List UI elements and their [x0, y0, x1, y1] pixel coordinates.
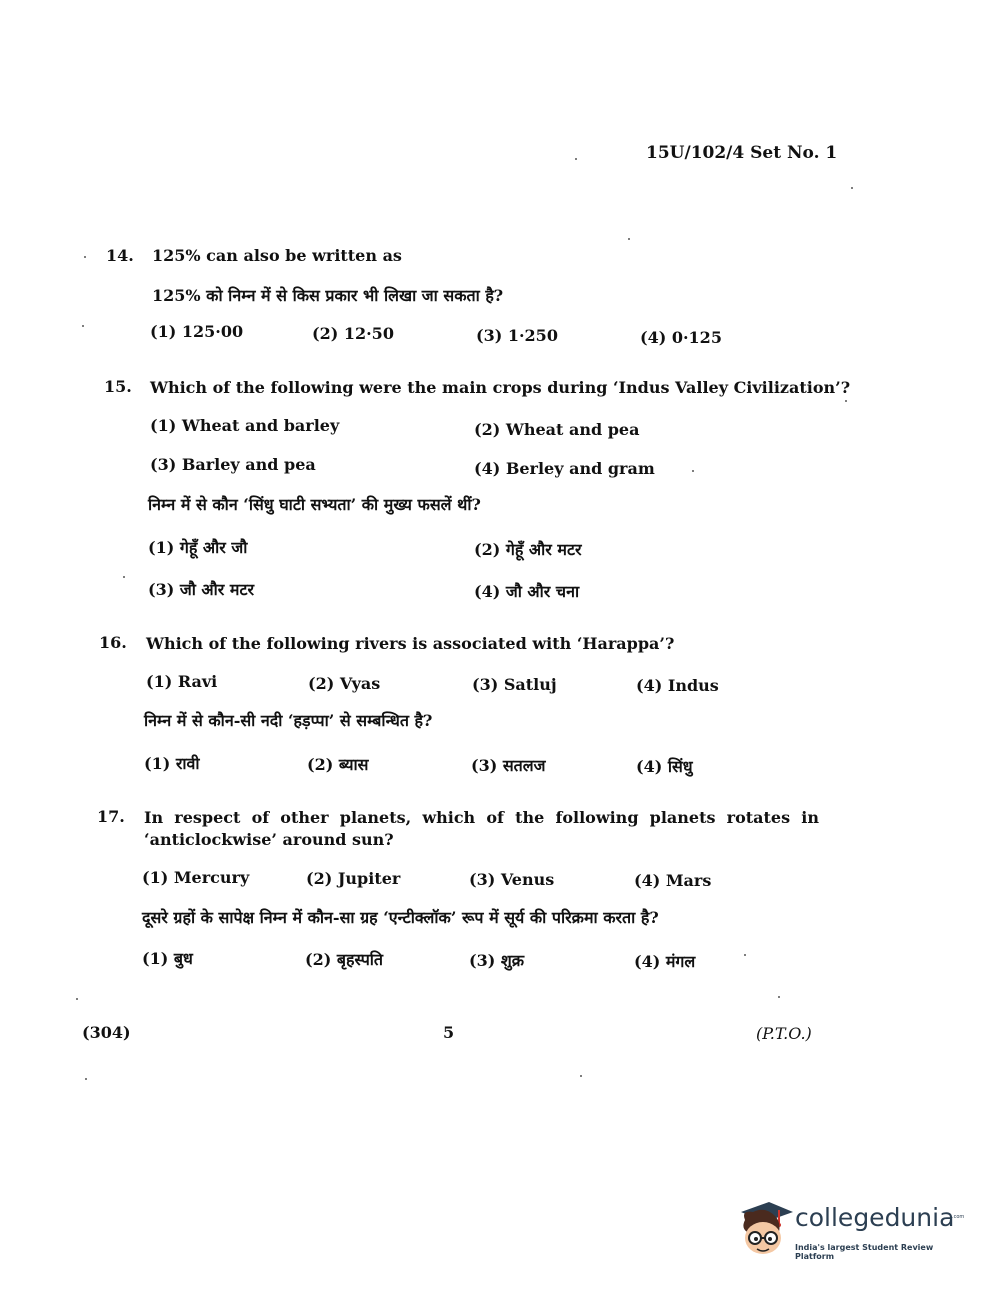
- question-text-en: In respect of other planets, which of the following planets rotates in ‘anticlockwise’ around sun?: [144, 808, 819, 849]
- option: (4) सिंधु: [636, 757, 693, 776]
- option: (2) बृहस्पति: [305, 950, 384, 969]
- scan-speck: [692, 470, 694, 472]
- scan-speck: [628, 238, 630, 240]
- option: (1) रावी: [144, 754, 200, 773]
- page-number: 5: [443, 1023, 455, 1042]
- collegedunia-logo: [735, 1198, 965, 1260]
- scan-speck: [778, 996, 780, 998]
- option: (2) 12·50: [312, 324, 394, 343]
- option: (1) Ravi: [146, 672, 218, 691]
- logo-wordmark: collegedunia: [795, 1203, 955, 1232]
- option: (3) सतलज: [471, 756, 546, 775]
- footer-code: (304): [82, 1023, 131, 1042]
- question-text-en: Which of the following rivers is associated with ‘Harappa’?: [146, 634, 675, 653]
- question-text-hi: 125% को निम्न में से किस प्रकार भी लिखा जा सकता है?: [152, 286, 504, 305]
- scan-speck: [744, 954, 746, 956]
- option: (4) Indus: [636, 676, 719, 695]
- option: (2) गेहूँ और मटर: [474, 540, 582, 559]
- option: (1) Mercury: [142, 868, 250, 887]
- question-text-hi: निम्न में से कौन-सी नदी ‘हड़प्पा’ से सम्बन्धित है?: [144, 711, 433, 730]
- scan-speck: [84, 256, 86, 258]
- option: (3) जौ और मटर: [148, 580, 255, 599]
- question-text-en: 125% can also be written as: [152, 246, 402, 265]
- option: (1) बुध: [142, 949, 193, 968]
- option: (4) जौ और चना: [474, 582, 580, 601]
- scan-speck: [845, 400, 847, 402]
- option: (3) Venus: [469, 870, 555, 889]
- option: (4) मंगल: [634, 952, 696, 971]
- option: (4) Berley and gram: [474, 459, 655, 478]
- scan-speck: [851, 187, 853, 189]
- option: (1) 125·00: [150, 322, 244, 341]
- scan-speck: [76, 998, 78, 1000]
- scan-speck: [580, 1075, 582, 1077]
- option: (1) Wheat and barley: [150, 416, 340, 435]
- scan-speck: [85, 1078, 87, 1080]
- student-mascot-icon: [735, 1198, 795, 1260]
- option: (3) शुक्र: [469, 951, 525, 970]
- option: (3) Barley and pea: [150, 455, 316, 474]
- question-number: 14.: [106, 246, 134, 265]
- question-text-en: Which of the following were the main crops during ‘Indus Valley Civilization’?: [150, 378, 851, 397]
- question-number: 17.: [97, 807, 125, 826]
- scan-speck: [123, 576, 125, 578]
- option: (4) Mars: [634, 871, 712, 890]
- option: (2) ब्यास: [307, 755, 369, 774]
- option: (1) गेहूँ और जौ: [148, 538, 248, 557]
- question-number: 16.: [99, 633, 127, 652]
- question-text-hi: निम्न में से कौन ‘सिंधु घाटी सभ्यता’ की मुख्य फसलें थीं?: [148, 495, 481, 514]
- option: (4) 0·125: [640, 328, 722, 347]
- scan-speck: [575, 158, 577, 160]
- option: (3) Satluj: [472, 675, 557, 694]
- option: (2) Jupiter: [306, 869, 401, 888]
- paper-code: 15U/102/4 Set No. 1: [646, 143, 838, 163]
- pto-label: (P.T.O.): [756, 1024, 812, 1043]
- option: (2) Wheat and pea: [474, 420, 640, 439]
- question-text-hi: दूसरे ग्रहों के सापेक्ष निम्न में कौन-सा ग्रह ‘एन्टीक्लॉक’ रूप में सूर्य की परिक्रमा करता है?: [142, 908, 659, 927]
- question-number: 15.: [104, 377, 132, 396]
- scan-speck: [82, 325, 84, 327]
- option: (3) 1·250: [476, 326, 558, 345]
- logo-domain-suffix: .com: [952, 1214, 965, 1220]
- logo-tagline: India's largest Student Review Platform: [795, 1243, 934, 1261]
- option: (2) Vyas: [308, 674, 381, 693]
